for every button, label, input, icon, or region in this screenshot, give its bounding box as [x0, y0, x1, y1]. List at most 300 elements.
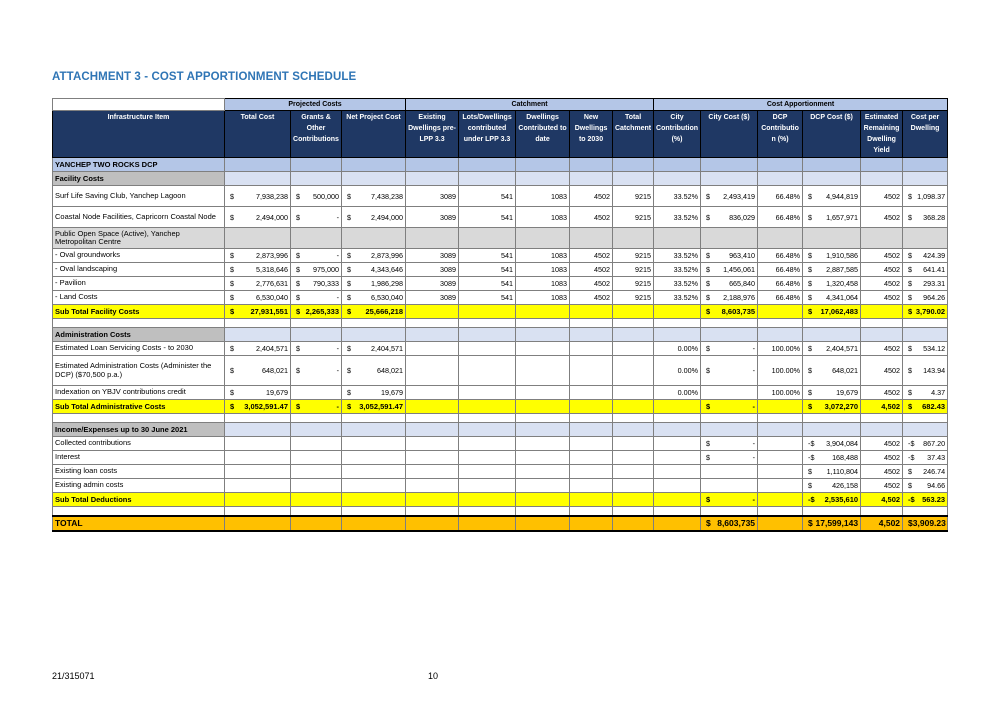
value-cell: 4,502 — [861, 493, 903, 507]
section-dcp — [53, 158, 948, 172]
table-row — [53, 465, 948, 479]
money-value — [227, 251, 288, 260]
value-cell: 100.00% — [758, 342, 803, 356]
value-cell: 9215 — [613, 291, 654, 305]
money-cell — [291, 249, 342, 263]
money-value — [805, 192, 858, 201]
table-row — [53, 451, 948, 465]
money-value — [905, 265, 945, 274]
currency-symbol: $ — [347, 344, 351, 353]
empty-cell — [758, 507, 803, 517]
money-value — [805, 439, 858, 448]
item-label: Collected contributions — [53, 437, 225, 451]
currency-symbol: $ — [908, 366, 913, 375]
money-value — [344, 388, 403, 397]
money-value — [344, 265, 403, 274]
value-cell: 3089 — [406, 263, 459, 277]
amount: 648,021 — [377, 366, 404, 375]
money-value — [344, 279, 403, 288]
amount: 648,021 — [262, 366, 288, 375]
amount: - — [336, 212, 339, 222]
currency-symbol: -$ — [908, 453, 915, 462]
empty-cell — [406, 328, 459, 342]
currency-symbol: $ — [230, 366, 234, 375]
group-projected-costs: Projected Costs — [225, 99, 406, 111]
money-value — [905, 366, 945, 375]
money-value — [344, 366, 403, 375]
empty-cell — [516, 342, 570, 356]
empty-cell — [701, 479, 758, 493]
money-cell — [903, 516, 948, 531]
empty-cell — [342, 479, 406, 493]
item-label: Existing loan costs — [53, 465, 225, 479]
value-cell: 1083 — [516, 277, 570, 291]
money-value — [293, 293, 339, 302]
value-cell: 66.48% — [758, 277, 803, 291]
item-label: Estimated Loan Servicing Costs - to 2030 — [53, 342, 225, 356]
col-dcp-cost: DCP Cost ($) — [803, 111, 861, 158]
value-cell: 541 — [459, 291, 516, 305]
item-label: Existing admin costs — [53, 479, 225, 493]
empty-cell — [406, 479, 459, 493]
empty-cell — [701, 414, 758, 423]
empty-cell — [654, 400, 701, 414]
money-value — [703, 251, 755, 260]
empty-cell — [861, 228, 903, 249]
header-blank — [53, 99, 225, 111]
col-lots-dwellings: Lots/Dwellings contributed under LPP 3.3 — [459, 111, 516, 158]
money-cell — [903, 207, 948, 228]
amount: 975,000 — [313, 265, 339, 274]
amount: 2,265,333 — [305, 307, 339, 316]
money-cell — [903, 277, 948, 291]
amount: 2,535,610 — [824, 495, 859, 504]
money-cell — [342, 305, 406, 319]
col-remaining-yield: Estimated Remaining Dwelling Yield — [861, 111, 903, 158]
money-value — [805, 366, 858, 375]
money-cell — [903, 493, 948, 507]
amount: 5,318,646 — [256, 265, 288, 274]
value-cell: 3089 — [406, 249, 459, 263]
subtotal-row — [53, 305, 948, 319]
money-cell — [342, 277, 406, 291]
col-new-dwellings: New Dwellings to 2030 — [570, 111, 613, 158]
money-value — [905, 251, 945, 260]
currency-symbol: $ — [230, 307, 235, 316]
empty-cell — [406, 465, 459, 479]
empty-cell — [53, 319, 225, 328]
money-value — [703, 265, 755, 274]
empty-cell — [459, 342, 516, 356]
value-cell: 4502 — [861, 291, 903, 305]
money-cell — [701, 493, 758, 507]
money-cell — [803, 479, 861, 493]
money-value — [227, 213, 288, 222]
subtotal-row — [53, 400, 948, 414]
amount: 682.43 — [922, 402, 946, 411]
currency-symbol: $ — [230, 191, 234, 201]
empty-cell — [406, 356, 459, 386]
value-cell: 4502 — [861, 277, 903, 291]
empty-cell — [459, 479, 516, 493]
empty-cell — [516, 516, 570, 531]
subtotal-row — [53, 493, 948, 507]
money-value — [805, 467, 858, 476]
currency-symbol: $ — [808, 402, 813, 411]
money-value — [805, 481, 858, 490]
empty-cell — [291, 437, 342, 451]
money-cell — [903, 305, 948, 319]
money-cell — [803, 400, 861, 414]
currency-symbol: $ — [908, 518, 913, 528]
money-cell — [225, 263, 291, 277]
empty-cell — [291, 451, 342, 465]
empty-cell — [570, 305, 613, 319]
amount: 2,887,585 — [826, 265, 859, 274]
currency-symbol: $ — [706, 402, 711, 411]
table-row — [53, 291, 948, 305]
value-cell: 4502 — [861, 342, 903, 356]
money-cell — [903, 465, 948, 479]
value-cell: 3089 — [406, 186, 459, 207]
empty-cell — [613, 414, 654, 423]
empty-cell — [758, 414, 803, 423]
currency-symbol: $ — [347, 191, 351, 201]
currency-symbol: $ — [230, 402, 235, 411]
empty-cell — [342, 414, 406, 423]
table-row — [53, 249, 948, 263]
value-cell: 4502 — [861, 479, 903, 493]
spacer-row — [53, 507, 948, 517]
empty-cell — [406, 414, 459, 423]
money-value — [293, 344, 339, 353]
money-cell — [225, 305, 291, 319]
money-value — [905, 213, 945, 222]
value-cell: 33.52% — [654, 186, 701, 207]
money-value — [344, 213, 403, 222]
currency-symbol: $ — [908, 388, 913, 397]
currency-symbol: $ — [808, 481, 813, 490]
empty-cell — [861, 507, 903, 517]
page-title: ATTACHMENT 3 - COST APPORTIONMENT SCHEDULE — [52, 71, 357, 83]
empty-cell — [861, 305, 903, 319]
empty-cell — [53, 414, 225, 423]
money-value — [703, 366, 755, 375]
money-value — [703, 307, 755, 316]
empty-cell — [654, 305, 701, 319]
currency-symbol: $ — [908, 251, 913, 260]
value-cell: 4502 — [861, 186, 903, 207]
empty-cell — [225, 465, 291, 479]
empty-cell — [903, 328, 948, 342]
money-cell — [903, 479, 948, 493]
amount: 17,062,483 — [820, 307, 859, 316]
value-cell: 66.48% — [758, 291, 803, 305]
money-cell — [291, 277, 342, 291]
section-title: Facility Costs — [53, 172, 225, 186]
value-cell: 0.00% — [654, 342, 701, 356]
amount: 3,052,591.47 — [359, 402, 404, 411]
empty-cell — [654, 493, 701, 507]
currency-symbol: -$ — [908, 495, 915, 504]
money-value — [703, 402, 755, 411]
value-cell: 66.48% — [758, 207, 803, 228]
cost-apportionment-table — [52, 98, 948, 532]
amount: 19,679 — [836, 388, 859, 397]
money-value — [905, 192, 945, 201]
empty-cell — [516, 328, 570, 342]
currency-symbol: $ — [347, 402, 352, 411]
value-cell: 1083 — [516, 207, 570, 228]
money-cell — [803, 437, 861, 451]
currency-symbol: $ — [908, 344, 913, 353]
money-cell — [225, 277, 291, 291]
amount: 4,944,819 — [826, 191, 859, 201]
value-cell: 4502 — [861, 386, 903, 400]
currency-symbol: $ — [706, 366, 711, 375]
value-cell: 33.52% — [654, 207, 701, 228]
empty-cell — [516, 228, 570, 249]
money-value — [703, 519, 755, 528]
subtotal-label: Sub Total Deductions — [53, 493, 225, 507]
value-cell: 541 — [459, 249, 516, 263]
money-cell — [903, 186, 948, 207]
empty-cell — [803, 414, 861, 423]
empty-cell — [459, 356, 516, 386]
value-cell: 100.00% — [758, 386, 803, 400]
empty-cell — [654, 414, 701, 423]
amount: 1,986,298 — [371, 279, 404, 288]
money-value — [703, 344, 755, 353]
amount: 424.39 — [923, 251, 946, 260]
empty-cell — [516, 414, 570, 423]
empty-cell — [342, 228, 406, 249]
currency-symbol: $ — [296, 191, 300, 201]
value-cell: 33.52% — [654, 263, 701, 277]
amount: 3,904,084 — [826, 439, 859, 448]
empty-cell — [654, 465, 701, 479]
amount: - — [752, 344, 756, 353]
empty-cell — [406, 386, 459, 400]
empty-cell — [516, 465, 570, 479]
empty-cell — [225, 228, 291, 249]
money-cell — [225, 342, 291, 356]
money-value — [805, 279, 858, 288]
empty-cell — [654, 507, 701, 517]
empty-cell — [225, 437, 291, 451]
currency-symbol: $ — [706, 279, 711, 288]
value-cell: 9215 — [613, 186, 654, 207]
amount: 426,158 — [832, 481, 859, 490]
empty-cell — [654, 437, 701, 451]
money-value — [293, 265, 339, 274]
currency-symbol: $ — [296, 251, 300, 260]
money-value — [805, 388, 858, 397]
money-value — [905, 388, 945, 397]
money-value — [905, 344, 945, 353]
item-label: Coastal Node Facilities, Capricorn Coastal Node — [53, 207, 225, 228]
col-total-cost: Total Cost — [225, 111, 291, 158]
money-cell — [701, 451, 758, 465]
money-cell — [903, 400, 948, 414]
empty-cell — [654, 319, 701, 328]
empty-cell — [459, 437, 516, 451]
value-cell: 1083 — [516, 249, 570, 263]
amount: 4.37 — [931, 388, 946, 397]
currency-symbol: $ — [706, 307, 711, 316]
money-cell — [903, 451, 948, 465]
empty-cell — [406, 451, 459, 465]
money-cell — [803, 263, 861, 277]
empty-cell — [459, 465, 516, 479]
amount: 665,840 — [729, 279, 756, 288]
amount: 2,404,571 — [371, 344, 404, 353]
currency-symbol: $ — [808, 388, 813, 397]
money-value — [805, 307, 858, 316]
money-cell — [803, 465, 861, 479]
currency-symbol: $ — [908, 402, 913, 411]
section-title: YANCHEP TWO ROCKS DCP — [53, 158, 225, 172]
money-value — [905, 402, 945, 411]
empty-cell — [861, 423, 903, 437]
amount: 2,776,631 — [256, 279, 288, 288]
empty-cell — [613, 451, 654, 465]
money-cell — [803, 186, 861, 207]
empty-cell — [291, 507, 342, 517]
currency-symbol: $ — [808, 265, 813, 274]
subtotal-label: Sub Total Facility Costs — [53, 305, 225, 319]
value-cell: 9215 — [613, 249, 654, 263]
money-cell — [701, 263, 758, 277]
money-cell — [342, 249, 406, 263]
value-cell: 9215 — [613, 263, 654, 277]
amount: 836,029 — [729, 212, 756, 222]
money-cell — [803, 305, 861, 319]
amount: 1,456,061 — [723, 265, 756, 274]
value-cell: 4502 — [570, 249, 613, 263]
empty-cell — [459, 414, 516, 423]
empty-cell — [459, 516, 516, 531]
col-cost-per-dwelling: Cost per Dwelling — [903, 111, 948, 158]
empty-cell — [291, 386, 342, 400]
empty-cell — [225, 423, 291, 437]
page-number: 10 — [428, 671, 439, 681]
empty-cell — [613, 328, 654, 342]
currency-symbol: $ — [296, 344, 300, 353]
currency-symbol: $ — [706, 439, 711, 448]
amount: 2,494,000 — [256, 212, 288, 222]
amount: 2,873,996 — [256, 251, 288, 260]
money-cell — [342, 400, 406, 414]
money-cell — [803, 249, 861, 263]
empty-cell — [701, 465, 758, 479]
col-existing-dwellings: Existing Dwellings pre-LPP 3.3 — [406, 111, 459, 158]
empty-cell — [406, 342, 459, 356]
empty-cell — [516, 319, 570, 328]
money-value — [227, 293, 288, 302]
money-value — [344, 293, 403, 302]
currency-symbol: $ — [296, 212, 300, 222]
spacer-row — [53, 414, 948, 423]
value-cell: 4502 — [861, 249, 903, 263]
money-cell — [701, 400, 758, 414]
empty-cell — [701, 423, 758, 437]
currency-symbol: $ — [808, 293, 813, 302]
section-admin-costs — [53, 328, 948, 342]
money-value — [227, 366, 288, 375]
money-value — [905, 293, 945, 302]
value-cell: 66.48% — [758, 263, 803, 277]
money-cell — [342, 263, 406, 277]
amount: 1,098.37 — [917, 191, 946, 201]
amount: 2,404,571 — [256, 344, 288, 353]
col-dwellings-contributed: Dwellings Contributed to date — [516, 111, 570, 158]
money-cell — [342, 342, 406, 356]
empty-cell — [613, 493, 654, 507]
money-cell — [342, 386, 406, 400]
amount: 2,188,976 — [723, 293, 756, 302]
empty-cell — [903, 507, 948, 517]
empty-cell — [291, 423, 342, 437]
empty-cell — [291, 228, 342, 249]
col-grants: Grants & Other Contributions — [291, 111, 342, 158]
currency-symbol: $ — [347, 307, 352, 316]
empty-cell — [342, 465, 406, 479]
empty-cell — [342, 507, 406, 517]
currency-symbol: $ — [230, 251, 234, 260]
money-value — [703, 495, 755, 504]
money-value — [905, 467, 945, 476]
money-cell — [803, 493, 861, 507]
value-cell: 4,502 — [861, 516, 903, 531]
empty-cell — [613, 516, 654, 531]
table-row — [53, 356, 948, 386]
money-cell — [803, 451, 861, 465]
money-value — [293, 192, 339, 201]
table-row — [53, 479, 948, 493]
amount: 1,657,971 — [826, 212, 859, 222]
amount: - — [336, 251, 339, 260]
empty-cell — [613, 479, 654, 493]
money-cell — [803, 291, 861, 305]
money-cell — [903, 263, 948, 277]
empty-cell — [342, 423, 406, 437]
currency-symbol: $ — [347, 212, 351, 222]
empty-cell — [406, 400, 459, 414]
money-cell — [225, 186, 291, 207]
value-cell: 4502 — [861, 207, 903, 228]
empty-cell — [758, 400, 803, 414]
money-value — [703, 293, 755, 302]
currency-symbol: $ — [908, 307, 913, 316]
currency-symbol: -$ — [908, 439, 915, 448]
amount: 3,072,270 — [824, 402, 859, 411]
item-label: Indexation on YBJV contributions credit — [53, 386, 225, 400]
currency-symbol: $ — [347, 293, 351, 302]
currency-symbol: $ — [296, 402, 301, 411]
currency-symbol: $ — [706, 344, 711, 353]
money-cell — [701, 437, 758, 451]
amount: 641.41 — [923, 265, 946, 274]
money-cell — [903, 356, 948, 386]
currency-symbol: $ — [808, 366, 813, 375]
value-cell: 1083 — [516, 186, 570, 207]
value-cell: 541 — [459, 186, 516, 207]
empty-cell — [758, 479, 803, 493]
total-label: TOTAL — [53, 516, 225, 531]
empty-cell — [570, 451, 613, 465]
empty-cell — [654, 516, 701, 531]
